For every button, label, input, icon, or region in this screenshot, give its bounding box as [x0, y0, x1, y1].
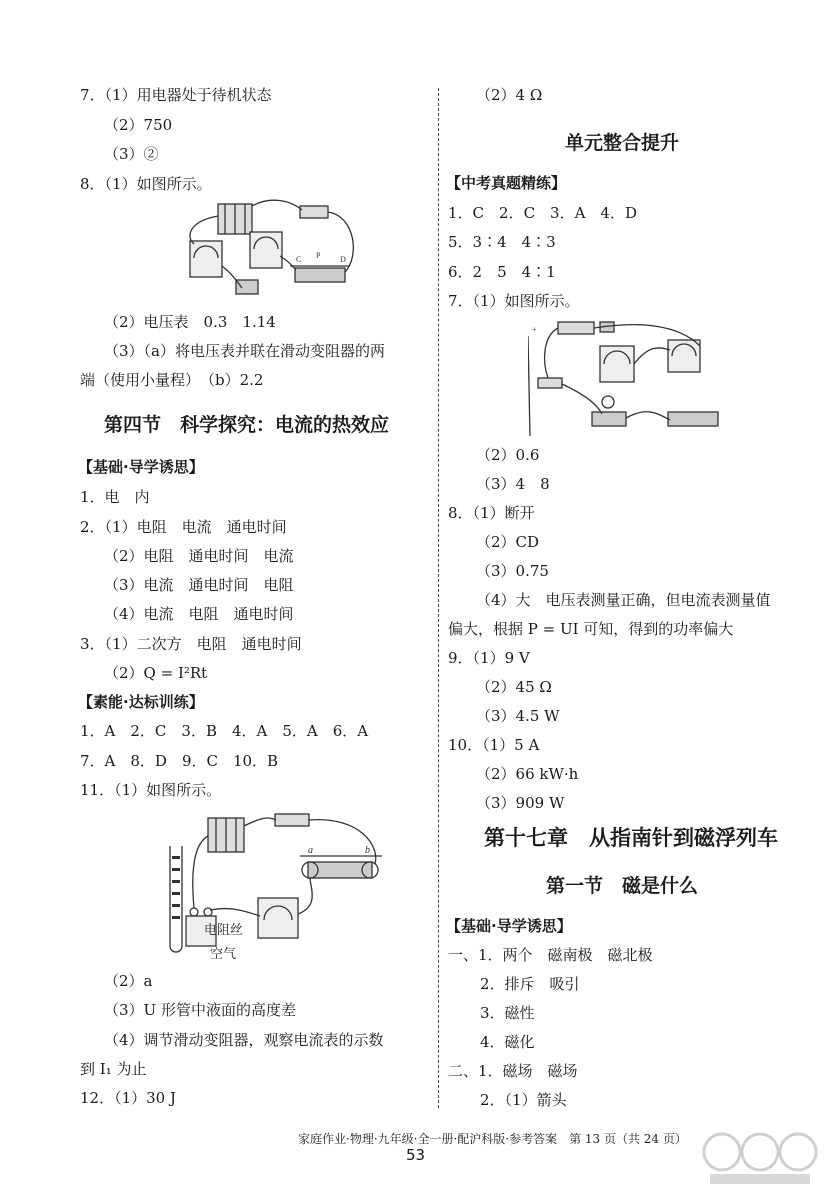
- svg-text:P: P: [316, 251, 321, 260]
- basic-line: （2）电阻 通电时间 电流: [104, 547, 294, 565]
- fig-label-resistor-wire: 电阻丝: [204, 923, 244, 938]
- right-basic-line: 二、1．磁场 磁场: [448, 1062, 578, 1080]
- exam-line: 6．2 5 4∶1: [448, 263, 556, 281]
- exam-line: 5．3∶4 4∶3: [448, 233, 556, 251]
- q11-line: （3）U 形管中液面的高度差: [104, 1001, 296, 1019]
- right-line: （3）4.5 W: [476, 707, 560, 725]
- svg-text:+: +: [532, 325, 537, 334]
- q12-line: 12．（1）30 J: [80, 1089, 176, 1107]
- q8-circuit-figure: [180, 196, 370, 301]
- right-line: （2）CD: [476, 533, 540, 551]
- q8-line-1: 8．（1）如图所示。: [80, 175, 212, 193]
- basic-header-left: 【基础·导学诱思】: [78, 458, 204, 476]
- svg-text:C: C: [296, 255, 302, 264]
- q11-line: （2）a: [104, 972, 153, 990]
- skill-line: 7．A 8．D 9．C 10．B: [80, 752, 279, 770]
- skill-header: 【素能·达标训练】: [78, 693, 204, 711]
- fig-label-a: a: [308, 845, 313, 856]
- skill-line: 1．A 2．C 3．B 4．A 5．A 6．A: [80, 722, 369, 740]
- right-line: （2）45 Ω: [476, 678, 552, 696]
- q11-line: （4）调节滑动变阻器，观察电流表的示数: [104, 1031, 384, 1049]
- right-line: 9．（1）9 V: [448, 649, 530, 667]
- page-number: 53: [406, 1146, 426, 1164]
- exam-line: 7．（1）如图所示。: [448, 292, 580, 310]
- right-line: （3）4 8: [476, 475, 550, 493]
- right-line: （3）909 W: [476, 794, 565, 812]
- section4-title: 第四节 科学探究：电流的热效应: [104, 414, 390, 436]
- column-divider: [438, 88, 439, 1108]
- right-basic-line: 4．磁化: [480, 1033, 535, 1051]
- footer-text: 家庭作业·物理·九年级·全一册·配沪科版·参考答案 第 13 页（共 24 页）: [298, 1132, 687, 1146]
- unit-title: 单元整合提升: [565, 132, 680, 154]
- basic-line: 3．（1）二次方 电阻 通电时间: [80, 635, 302, 653]
- q7-line-2: （2）750: [104, 116, 173, 134]
- section1-title: 第一节 磁是什么: [546, 875, 699, 897]
- q8-line-2: （2）电压表 0.3 1.14: [104, 313, 276, 331]
- exam-header: 【中考真题精练】: [446, 174, 567, 192]
- right-line: （2）0.6: [476, 446, 540, 464]
- watermark-logo: [700, 1130, 820, 1190]
- right-top-line: （2）4 Ω: [476, 86, 543, 104]
- right-line: （3）0.75: [476, 562, 549, 580]
- svg-text:D: D: [340, 255, 346, 264]
- q8-line-4: 端（使用小量程） （b）2.2: [80, 371, 264, 389]
- q7-line-3: （3）②: [104, 145, 159, 163]
- right-basic-line: 2．排斥 吸引: [480, 975, 580, 993]
- basic-line: 1．电 内: [80, 488, 150, 506]
- exam-line: 1．C 2．C 3．A 4．D: [448, 204, 637, 222]
- right-basic-line: 3．磁性: [480, 1004, 535, 1022]
- right-line: （4）大 电压表测量正确，但电流表测量值: [476, 591, 771, 609]
- q7-circuit-figure: [528, 316, 728, 436]
- basic-header-right: 【基础·导学诱思】: [446, 917, 572, 935]
- right-basic-line: 2．（1）箭头: [480, 1091, 567, 1109]
- basic-line: （2）Q = I²Rt: [104, 664, 208, 682]
- fig-label-air: 空气: [210, 947, 237, 962]
- right-line: 偏大，根据 P = UI 可知，得到的功率偏大: [448, 620, 734, 638]
- chapter-title: 第十七章 从指南针到磁浮列车: [484, 826, 778, 850]
- basic-line: 2．（1）电阻 电流 通电时间: [80, 518, 287, 536]
- q7-line-1: 7．（1）用电器处于待机状态: [80, 86, 272, 104]
- basic-line: （3）电流 通电时间 电阻: [104, 576, 294, 594]
- q11-line: 到 I₁ 为止: [80, 1060, 147, 1078]
- q8-line-3: （3）（a）将电压表并联在滑动变阻器的两: [104, 342, 385, 360]
- right-basic-line: 一、1．两个 磁南极 磁北极: [448, 946, 653, 964]
- right-line: 10．（1）5 A: [448, 736, 540, 754]
- basic-line: （4）电流 电阻 通电时间: [104, 605, 294, 623]
- right-line: （2）66 kW·h: [476, 765, 579, 783]
- fig-label-b: b: [365, 845, 370, 856]
- skill-line: 11．（1）如图所示。: [80, 781, 222, 799]
- q11-circuit-figure: [160, 806, 390, 966]
- right-line: 8．（1）断开: [448, 504, 535, 522]
